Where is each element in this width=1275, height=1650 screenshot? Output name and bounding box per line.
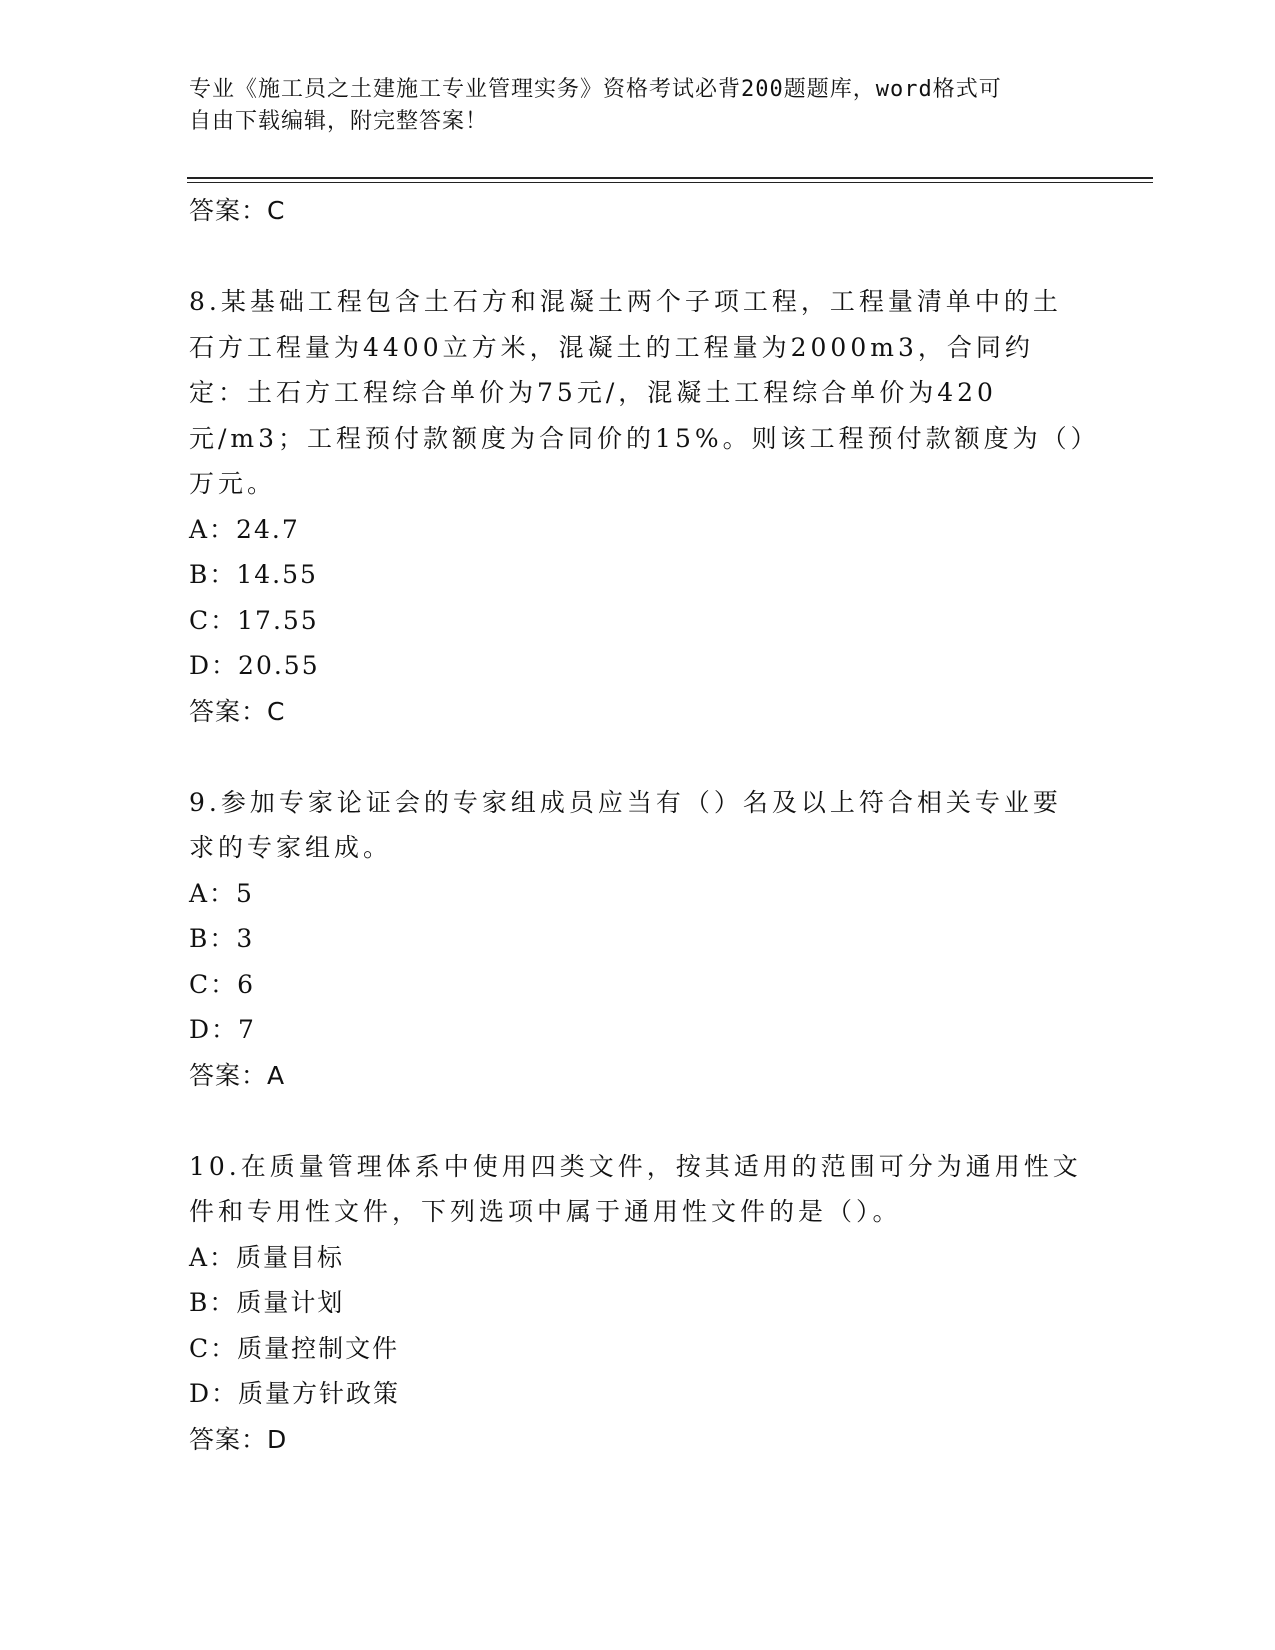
- question-text: 9.参加专家论证会的专家组成员应当有（）名及以上符合相关专业要求的专家组成。: [189, 787, 1062, 862]
- header-line: 自由下载编辑，附完整答案！: [189, 109, 489, 134]
- option-d: D：7: [189, 1015, 256, 1044]
- option-a: A：5: [189, 878, 254, 908]
- option-c: C：6: [189, 969, 256, 999]
- question-block: [189, 1144, 1089, 1463]
- option-b: B：14.55: [189, 560, 318, 589]
- answer-line: 答案：C: [189, 196, 286, 225]
- question-text: 8.某基础工程包含土石方和混凝土两个子项工程，工程量清单中的土石方工程量为4400立方米，混凝土的工程量为2000m3，合同约定：土石方工程综合单价为75元/，混凝土工程综合单价为420元/m3；工程预付款额度为合同价的15%。则该工程预付款额度为（）万元。: [189, 287, 1088, 498]
- answer-line: 答案：C: [189, 696, 286, 726]
- question-list: [189, 188, 1089, 1463]
- question-text: 10.在质量管理体系中使用四类文件，按其适用的范围可分为通用性文件和专用性文件，下列选项中属于通用性文件的是（）。: [189, 1151, 1082, 1226]
- answer-line: 答案：A: [189, 1060, 286, 1090]
- option-b: B：质量计划: [189, 1288, 345, 1317]
- header-divider: [187, 177, 1153, 179]
- option-d: D：质量方针政策: [189, 1379, 401, 1408]
- option-c: C：质量控制文件: [189, 1333, 400, 1363]
- header-divider: [187, 182, 1153, 183]
- question-block: [189, 780, 1089, 1099]
- header-line: 专业《施工员之土建施工专业管理实务》资格考试必背200题题库，word格式可: [189, 77, 1002, 102]
- option-a: A：质量目标: [189, 1242, 345, 1272]
- option-c: C：17.55: [189, 605, 319, 635]
- document-header: [189, 74, 1069, 138]
- answer-line: 答案：D: [189, 1424, 288, 1454]
- option-a: A：24.7: [189, 514, 300, 544]
- question-block: [189, 279, 1089, 735]
- option-b: B：3: [189, 924, 255, 953]
- option-d: D：20.55: [189, 651, 320, 680]
